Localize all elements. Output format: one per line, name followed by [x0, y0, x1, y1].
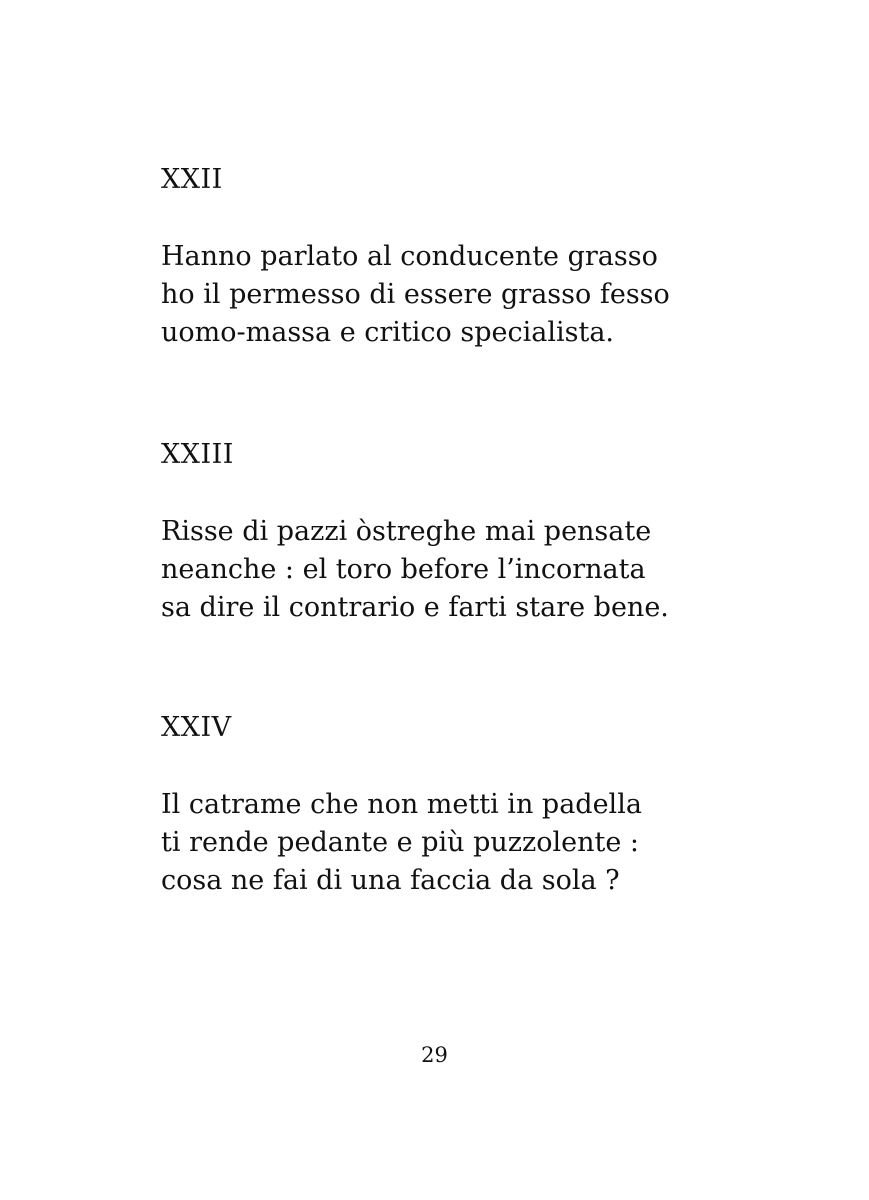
verse-line: sa dire il contrario e farti stare bene. [161, 592, 669, 623]
verse-line: cosa ne fai di una faccia da sola ? [161, 865, 620, 896]
verse-line: ho il permesso di essere grasso fesso [161, 279, 670, 310]
verse-line: Hanno parlato al conducente grasso [161, 241, 658, 272]
verse-line: ti rende pedante e più puzzolente : [161, 827, 639, 858]
poem-numeral: XXII [161, 164, 223, 195]
poem-numeral: XXIII [161, 439, 234, 470]
page-number: 29 [421, 1043, 448, 1067]
verse-line: Il catrame che non metti in padella [161, 789, 642, 820]
poem-stanza [161, 238, 801, 352]
verse-line: uomo-massa e critico specialista. [161, 317, 615, 348]
verse-line: neanche : el toro before l’incornata [161, 554, 646, 585]
verse-line: Risse di pazzi òstreghe mai pensate [161, 516, 652, 547]
poem-numeral: XXIV [161, 712, 232, 743]
poem-stanza [161, 786, 801, 900]
poem-stanza [161, 513, 801, 627]
